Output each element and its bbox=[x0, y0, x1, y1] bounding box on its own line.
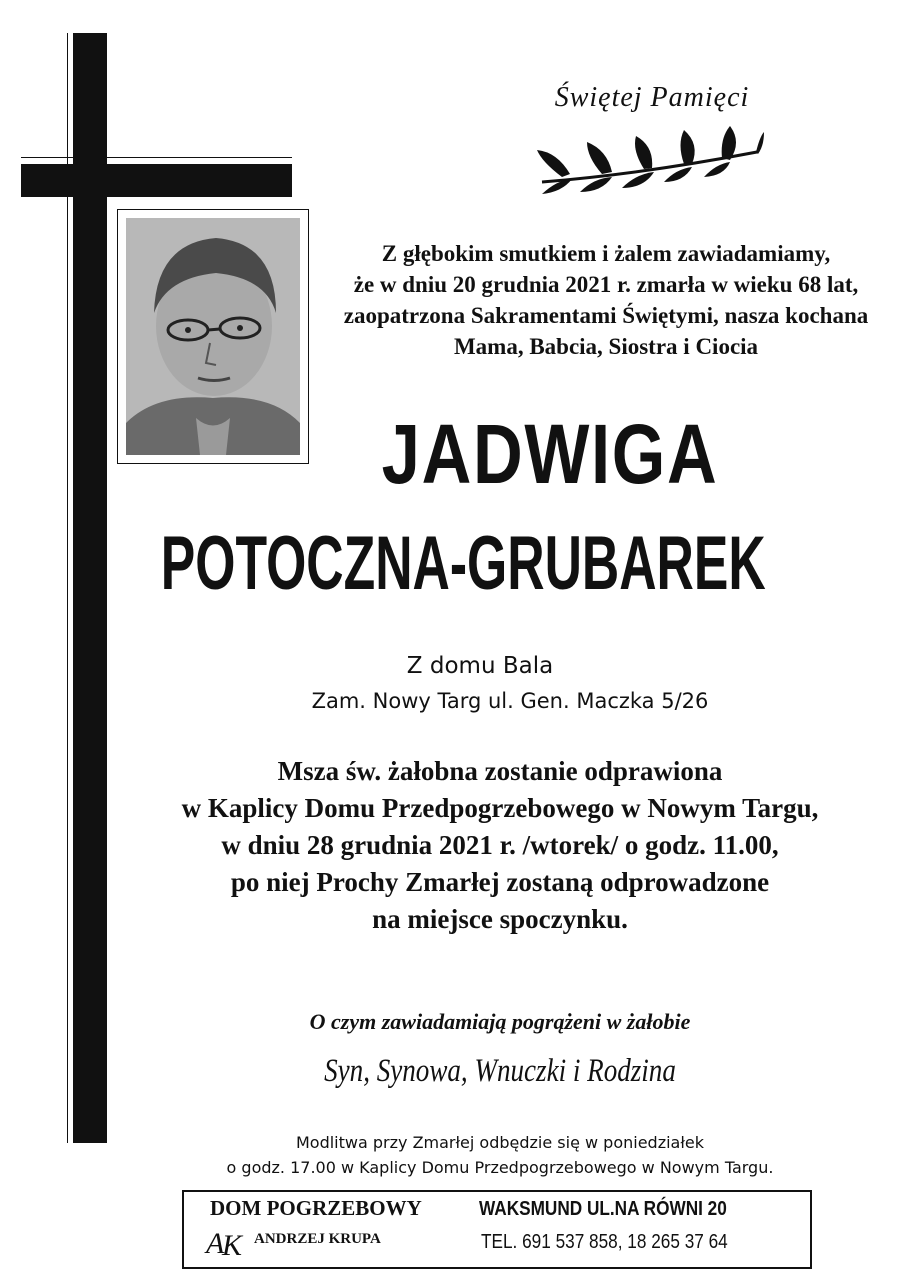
mass-line: w dniu 28 grudnia 2021 r. /wtorek/ o godz. 11.00, bbox=[221, 830, 779, 860]
cross-outline-horizontal bbox=[21, 157, 292, 158]
funeral-home-phone: TEL. 691 537 858, 18 265 37 64 bbox=[481, 1231, 728, 1253]
announcement-line: Z głębokim smutkiem i żalem zawiadamiamy, bbox=[381, 241, 831, 266]
funeral-home-address: WAKSMUND UL.NA RÓWNI 20 bbox=[479, 1198, 727, 1220]
mourners-family: Syn, Synowa, Wnuczki i Rodzina bbox=[324, 1053, 676, 1089]
memorial-heading: Świętej Pamięci bbox=[554, 82, 750, 113]
portrait-photo bbox=[126, 218, 300, 455]
announcement-line: Mama, Babcia, Siostra i Ciocia bbox=[453, 334, 759, 359]
deceased-first-name: JADWIGA bbox=[381, 407, 719, 501]
announcement-line: że w dniu 20 grudnia 2021 r. zmarła w wieku 68 lat, bbox=[353, 272, 859, 297]
mourners-intro: O czym zawiadamiają pogrążeni w żałobie bbox=[309, 1009, 691, 1034]
funeral-home-name: DOM POGRZEBOWY bbox=[210, 1196, 422, 1220]
prayer-line: Modlitwa przy Zmarłej odbędzie się w poniedziałek bbox=[295, 1133, 705, 1152]
mass-line: Msza św. żałobna zostanie odprawiona bbox=[277, 756, 723, 786]
funeral-home-owner: ANDRZEJ KRUPA bbox=[254, 1231, 381, 1247]
portrait-illustration bbox=[126, 218, 300, 455]
deceased-last-name: POTOCZNA-GRUBAREK bbox=[160, 521, 766, 606]
prayer-info bbox=[140, 1130, 860, 1180]
mass-line: na miejsce spoczynku. bbox=[372, 904, 628, 934]
maiden-name: Z domu Bala bbox=[406, 653, 554, 679]
funeral-mass-info bbox=[120, 753, 880, 938]
cross-outline-vertical bbox=[67, 33, 68, 1143]
funeral-home-box bbox=[182, 1190, 812, 1269]
announcement-line: zaopatrzona Sakramentami Świętymi, nasza kochana bbox=[343, 303, 869, 328]
svg-text:K: K bbox=[222, 1229, 243, 1259]
portrait-frame bbox=[117, 209, 309, 464]
mass-line: po niej Prochy Zmarłej zostaną odprowadzone bbox=[230, 867, 770, 897]
branch-icon bbox=[532, 122, 764, 194]
cross-vertical-beam bbox=[73, 33, 107, 1143]
mass-line: w Kaplicy Domu Przedpogrzebowego w Nowym Targu, bbox=[181, 793, 819, 823]
death-announcement bbox=[324, 238, 888, 362]
deceased-address: Zam. Nowy Targ ul. Gen. Maczka 5/26 bbox=[311, 689, 709, 713]
prayer-line: o godz. 17.00 w Kaplicy Domu Przedpogrzebowego w Nowym Targu. bbox=[226, 1158, 774, 1177]
funeral-home-logo bbox=[204, 1225, 248, 1259]
svg-text:A: A bbox=[206, 1227, 225, 1259]
cross-horizontal-beam bbox=[21, 164, 292, 197]
